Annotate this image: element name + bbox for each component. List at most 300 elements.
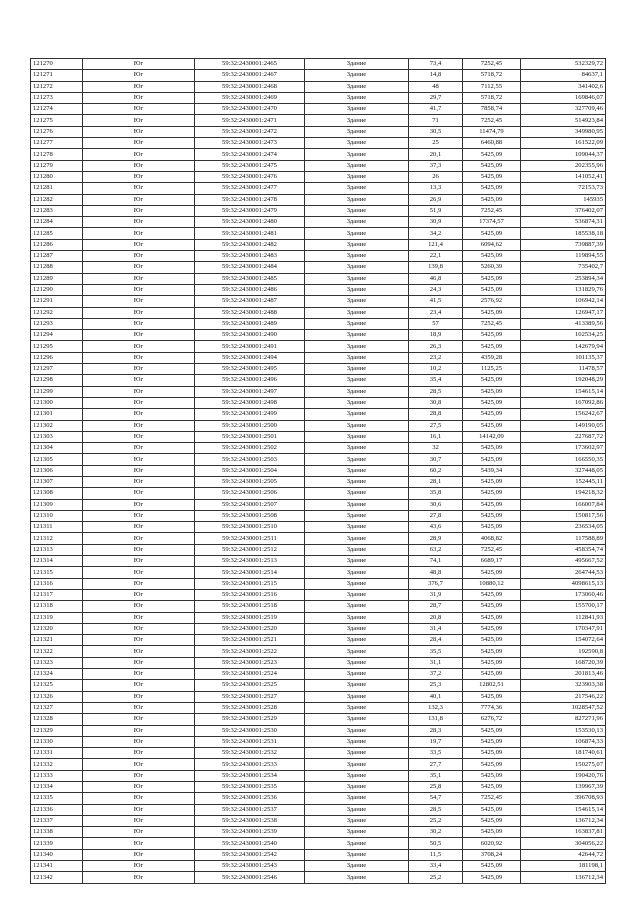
cadastral-value-cell: 167092,86 <box>521 397 606 408</box>
district-cell: Юг <box>83 171 195 182</box>
cadastral-number-cell: 59:32:2430001:2471 <box>195 115 305 126</box>
specific-value-cell: 4068,82 <box>463 533 521 544</box>
specific-value-cell: 5425,09 <box>463 567 521 578</box>
area-cell: 71 <box>409 115 463 126</box>
cadastral-value-cell: 304056,22 <box>521 838 606 849</box>
cadastral-number-cell: 59:32:2430001:2522 <box>195 646 305 657</box>
area-cell: 28,4 <box>409 635 463 646</box>
cadastral-number-cell: 59:32:2430001:2520 <box>195 623 305 634</box>
cadastral-number-cell: 59:32:2430001:2489 <box>195 318 305 329</box>
area-cell: 20,8 <box>409 612 463 623</box>
specific-value-cell: 7112,55 <box>463 81 521 92</box>
row-number-cell: 121274 <box>31 104 83 115</box>
cadastral-number-cell: 59:32:2430001:2500 <box>195 420 305 431</box>
cadastral-number-cell: 59:32:2430001:2495 <box>195 364 305 375</box>
area-cell: 11,5 <box>409 849 463 860</box>
district-cell: Юг <box>83 680 195 691</box>
specific-value-cell: 10880,12 <box>463 578 521 589</box>
table-row <box>31 239 606 250</box>
table-row <box>31 194 606 205</box>
row-number-cell: 121312 <box>31 533 83 544</box>
row-number-cell: 121324 <box>31 669 83 680</box>
area-cell: 30,2 <box>409 827 463 838</box>
cadastral-number-cell: 59:32:2430001:2528 <box>195 702 305 713</box>
cadastral-value-cell: 236534,05 <box>521 522 606 533</box>
row-number-cell: 121302 <box>31 420 83 431</box>
district-cell: Юг <box>83 601 195 612</box>
object-type-cell: Здание <box>305 804 409 815</box>
table-row <box>31 431 606 442</box>
object-type-cell: Здание <box>305 386 409 397</box>
area-cell: 60,2 <box>409 465 463 476</box>
table-body <box>31 59 606 884</box>
table-row <box>31 567 606 578</box>
table-row <box>31 454 606 465</box>
district-cell: Юг <box>83 352 195 363</box>
specific-value-cell: 5425,09 <box>463 657 521 668</box>
row-number-cell: 121340 <box>31 849 83 860</box>
table-row <box>31 104 606 115</box>
row-number-cell: 121315 <box>31 567 83 578</box>
cadastral-value-cell: 109044,37 <box>521 149 606 160</box>
object-type-cell: Здание <box>305 770 409 781</box>
cadastral-number-cell: 59:32:2430001:2494 <box>195 352 305 363</box>
specific-value-cell: 7774,36 <box>463 702 521 713</box>
object-type-cell: Здание <box>305 623 409 634</box>
area-cell: 28,8 <box>409 409 463 420</box>
cadastral-value-cell: 181740,61 <box>521 748 606 759</box>
object-type-cell: Здание <box>305 296 409 307</box>
cadastral-value-cell: 185538,18 <box>521 228 606 239</box>
district-cell: Юг <box>83 420 195 431</box>
object-type-cell: Здание <box>305 92 409 103</box>
cadastral-value-cell: 154072,64 <box>521 635 606 646</box>
specific-value-cell: 5425,09 <box>463 725 521 736</box>
row-number-cell: 121304 <box>31 443 83 454</box>
cadastral-value-cell: 202355,96 <box>521 160 606 171</box>
specific-value-cell: 6276,72 <box>463 714 521 725</box>
cadastral-number-cell: 59:32:2430001:2506 <box>195 488 305 499</box>
cadastral-number-cell: 59:32:2430001:2521 <box>195 635 305 646</box>
cadastral-value-cell: 166007,84 <box>521 499 606 510</box>
table-row <box>31 657 606 668</box>
cadastral-value-cell: 142679,94 <box>521 341 606 352</box>
specific-value-cell: 5425,09 <box>463 635 521 646</box>
object-type-cell: Здание <box>305 239 409 250</box>
cadastral-number-cell: 59:32:2430001:2485 <box>195 273 305 284</box>
table-row <box>31 115 606 126</box>
object-type-cell: Здание <box>305 205 409 216</box>
cadastral-value-cell: 341402,6 <box>521 81 606 92</box>
row-number-cell: 121306 <box>31 465 83 476</box>
document-page <box>30 58 605 884</box>
cadastral-value-cell: 170347,91 <box>521 623 606 634</box>
area-cell: 32 <box>409 443 463 454</box>
row-number-cell: 121341 <box>31 861 83 872</box>
area-cell: 31,1 <box>409 657 463 668</box>
object-type-cell: Здание <box>305 861 409 872</box>
cadastral-value-cell: 145935 <box>521 194 606 205</box>
cadastral-number-cell: 59:32:2430001:2535 <box>195 782 305 793</box>
area-cell: 28,3 <box>409 725 463 736</box>
table-row <box>31 409 606 420</box>
row-number-cell: 121303 <box>31 431 83 442</box>
object-type-cell: Здание <box>305 307 409 318</box>
table-row <box>31 296 606 307</box>
table-row <box>31 307 606 318</box>
cadastral-number-cell: 59:32:2430001:2504 <box>195 465 305 476</box>
cadastral-number-cell: 59:32:2430001:2505 <box>195 476 305 487</box>
cadastral-value-cell: 827271,96 <box>521 714 606 725</box>
cadastral-number-cell: 59:32:2430001:2515 <box>195 578 305 589</box>
row-number-cell: 121282 <box>31 194 83 205</box>
object-type-cell: Здание <box>305 657 409 668</box>
cadastral-value-cell: 150817,56 <box>521 510 606 521</box>
cadastral-value-cell: 11478,57 <box>521 364 606 375</box>
object-type-cell: Здание <box>305 443 409 454</box>
area-cell: 131,8 <box>409 714 463 725</box>
specific-value-cell: 6020,92 <box>463 838 521 849</box>
object-type-cell: Здание <box>305 59 409 70</box>
district-cell: Юг <box>83 194 195 205</box>
cadastral-number-cell: 59:32:2430001:2472 <box>195 126 305 137</box>
object-type-cell: Здание <box>305 284 409 295</box>
row-number-cell: 121270 <box>31 59 83 70</box>
area-cell: 26,3 <box>409 341 463 352</box>
specific-value-cell: 5425,09 <box>463 160 521 171</box>
row-number-cell: 121280 <box>31 171 83 182</box>
object-type-cell: Здание <box>305 748 409 759</box>
row-number-cell: 121297 <box>31 364 83 375</box>
area-cell: 31,9 <box>409 589 463 600</box>
table-row <box>31 861 606 872</box>
cadastral-number-cell: 59:32:2430001:2468 <box>195 81 305 92</box>
row-number-cell: 121325 <box>31 680 83 691</box>
district-cell: Юг <box>83 793 195 804</box>
row-number-cell: 121300 <box>31 397 83 408</box>
object-type-cell: Здание <box>305 556 409 567</box>
row-number-cell: 121322 <box>31 646 83 657</box>
district-cell: Юг <box>83 567 195 578</box>
table-row <box>31 838 606 849</box>
area-cell: 27,7 <box>409 759 463 770</box>
area-cell: 37,3 <box>409 160 463 171</box>
cadastral-value-cell: 536874,31 <box>521 217 606 228</box>
cadastral-value-cell: 173060,46 <box>521 589 606 600</box>
cadastral-value-cell: 166550,35 <box>521 454 606 465</box>
cadastral-value-cell: 327448,05 <box>521 465 606 476</box>
cadastral-value-cell: 192048,29 <box>521 375 606 386</box>
district-cell: Юг <box>83 702 195 713</box>
cadastral-value-cell: 119894,55 <box>521 251 606 262</box>
row-number-cell: 121330 <box>31 736 83 747</box>
cadastral-number-cell: 59:32:2430001:2475 <box>195 160 305 171</box>
object-type-cell: Здание <box>305 352 409 363</box>
table-row <box>31 488 606 499</box>
cadastral-number-cell: 59:32:2430001:2546 <box>195 872 305 883</box>
cadastral-number-cell: 59:32:2430001:2497 <box>195 386 305 397</box>
cadastral-value-cell: 264744,53 <box>521 567 606 578</box>
district-cell: Юг <box>83 330 195 341</box>
area-cell: 28,9 <box>409 533 463 544</box>
cadastral-number-cell: 59:32:2430001:2514 <box>195 567 305 578</box>
table-row <box>31 70 606 81</box>
cadastral-value-cell: 152445,11 <box>521 476 606 487</box>
cadastral-value-cell: 42644,72 <box>521 849 606 860</box>
table-row <box>31 138 606 149</box>
object-type-cell: Здание <box>305 160 409 171</box>
object-type-cell: Здание <box>305 782 409 793</box>
specific-value-cell: 12802,51 <box>463 680 521 691</box>
cadastral-value-cell: 102534,25 <box>521 330 606 341</box>
row-number-cell: 121328 <box>31 714 83 725</box>
object-type-cell: Здание <box>305 431 409 442</box>
area-cell: 35,8 <box>409 488 463 499</box>
object-type-cell: Здание <box>305 635 409 646</box>
table-row <box>31 702 606 713</box>
specific-value-cell: 5425,09 <box>463 488 521 499</box>
object-type-cell: Здание <box>305 476 409 487</box>
cadastral-value-cell: 514923,84 <box>521 115 606 126</box>
cadastral-value-cell: 194218,32 <box>521 488 606 499</box>
specific-value-cell: 14142,09 <box>463 431 521 442</box>
table-row <box>31 330 606 341</box>
district-cell: Юг <box>83 510 195 521</box>
cadastral-value-cell: 126947,17 <box>521 307 606 318</box>
cadastral-value-cell: 201813,46 <box>521 669 606 680</box>
table-row <box>31 341 606 352</box>
cadastral-value-cell: 4098615,13 <box>521 578 606 589</box>
object-type-cell: Здание <box>305 725 409 736</box>
cadastral-value-cell: 101135,37 <box>521 352 606 363</box>
table-row <box>31 782 606 793</box>
district-cell: Юг <box>83 341 195 352</box>
cadastral-number-cell: 59:32:2430001:2542 <box>195 849 305 860</box>
table-row <box>31 397 606 408</box>
specific-value-cell: 7252,45 <box>463 115 521 126</box>
area-cell: 25,2 <box>409 815 463 826</box>
area-cell: 63,2 <box>409 544 463 555</box>
object-type-cell: Здание <box>305 183 409 194</box>
specific-value-cell: 6094,62 <box>463 239 521 250</box>
table-row <box>31 669 606 680</box>
table-row <box>31 601 606 612</box>
area-cell: 26 <box>409 171 463 182</box>
district-cell: Юг <box>83 149 195 160</box>
object-type-cell: Здание <box>305 815 409 826</box>
cadastral-number-cell: 59:32:2430001:2533 <box>195 759 305 770</box>
table-row <box>31 759 606 770</box>
cadastral-number-cell: 59:32:2430001:2511 <box>195 533 305 544</box>
table-row <box>31 748 606 759</box>
area-cell: 30,8 <box>409 397 463 408</box>
row-number-cell: 121271 <box>31 70 83 81</box>
row-number-cell: 121318 <box>31 601 83 612</box>
cadastral-number-cell: 59:32:2430001:2529 <box>195 714 305 725</box>
area-cell: 19,7 <box>409 736 463 747</box>
cadastral-value-cell: 327709,46 <box>521 104 606 115</box>
cadastral-value-cell: 153530,13 <box>521 725 606 736</box>
specific-value-cell: 5439,34 <box>463 465 521 476</box>
cadastral-number-cell: 59:32:2430001:2476 <box>195 171 305 182</box>
area-cell: 33,5 <box>409 748 463 759</box>
row-number-cell: 121286 <box>31 239 83 250</box>
area-cell: 139,8 <box>409 262 463 273</box>
area-cell: 35,5 <box>409 646 463 657</box>
area-cell: 27,8 <box>409 510 463 521</box>
specific-value-cell: 5425,09 <box>463 499 521 510</box>
row-number-cell: 121283 <box>31 205 83 216</box>
district-cell: Юг <box>83 589 195 600</box>
area-cell: 33,4 <box>409 861 463 872</box>
row-number-cell: 121298 <box>31 375 83 386</box>
area-cell: 132,3 <box>409 702 463 713</box>
district-cell: Юг <box>83 296 195 307</box>
row-number-cell: 121336 <box>31 804 83 815</box>
specific-value-cell: 5425,09 <box>463 375 521 386</box>
district-cell: Юг <box>83 476 195 487</box>
object-type-cell: Здание <box>305 793 409 804</box>
cadastral-number-cell: 59:32:2430001:2484 <box>195 262 305 273</box>
specific-value-cell: 7252,45 <box>463 544 521 555</box>
specific-value-cell: 5718,72 <box>463 70 521 81</box>
object-type-cell: Здание <box>305 680 409 691</box>
district-cell: Юг <box>83 104 195 115</box>
cadastral-value-cell: 131829,76 <box>521 284 606 295</box>
cadastral-number-cell: 59:32:2430001:2502 <box>195 443 305 454</box>
area-cell: 35,1 <box>409 770 463 781</box>
cadastral-value-cell: 1028547,52 <box>521 702 606 713</box>
area-cell: 23,2 <box>409 352 463 363</box>
district-cell: Юг <box>83 160 195 171</box>
cadastral-value-cell: 323903,38 <box>521 680 606 691</box>
table-row <box>31 318 606 329</box>
area-cell: 23,4 <box>409 307 463 318</box>
district-cell: Юг <box>83 646 195 657</box>
table-row <box>31 556 606 567</box>
specific-value-cell: 5425,09 <box>463 804 521 815</box>
object-type-cell: Здание <box>305 838 409 849</box>
cadastral-number-cell: 59:32:2430001:2527 <box>195 691 305 702</box>
row-number-cell: 121276 <box>31 126 83 137</box>
specific-value-cell: 5425,09 <box>463 815 521 826</box>
cadastral-number-cell: 59:32:2430001:2516 <box>195 589 305 600</box>
area-cell: 25,3 <box>409 680 463 691</box>
district-cell: Юг <box>83 228 195 239</box>
area-cell: 30,5 <box>409 126 463 137</box>
cadastral-value-cell: 154615,14 <box>521 386 606 397</box>
row-number-cell: 121342 <box>31 872 83 883</box>
area-cell: 73,4 <box>409 59 463 70</box>
cadastral-value-cell: 181198,1 <box>521 861 606 872</box>
district-cell: Юг <box>83 409 195 420</box>
cadastral-value-cell: 136712,34 <box>521 872 606 883</box>
cadastral-value-cell: 156242,67 <box>521 409 606 420</box>
cadastral-value-cell: 139967,39 <box>521 782 606 793</box>
cadastral-number-cell: 59:32:2430001:2539 <box>195 827 305 838</box>
cadastral-number-cell: 59:32:2430001:2536 <box>195 793 305 804</box>
table-row <box>31 420 606 431</box>
district-cell: Юг <box>83 273 195 284</box>
table-row <box>31 849 606 860</box>
row-number-cell: 121296 <box>31 352 83 363</box>
row-number-cell: 121314 <box>31 556 83 567</box>
cadastral-number-cell: 59:32:2430001:2477 <box>195 183 305 194</box>
district-cell: Юг <box>83 635 195 646</box>
table-row <box>31 443 606 454</box>
area-cell: 43,6 <box>409 522 463 533</box>
area-cell: 57 <box>409 318 463 329</box>
cadastral-value-cell: 163837,81 <box>521 827 606 838</box>
area-cell: 37,2 <box>409 669 463 680</box>
row-number-cell: 121334 <box>31 782 83 793</box>
specific-value-cell: 5260,39 <box>463 262 521 273</box>
area-cell: 27,5 <box>409 420 463 431</box>
object-type-cell: Здание <box>305 318 409 329</box>
specific-value-cell: 5425,09 <box>463 341 521 352</box>
area-cell: 18,9 <box>409 330 463 341</box>
specific-value-cell: 7252,45 <box>463 59 521 70</box>
cadastral-number-cell: 59:32:2430001:2496 <box>195 375 305 386</box>
row-number-cell: 121309 <box>31 499 83 510</box>
table-row <box>31 352 606 363</box>
area-cell: 31,4 <box>409 623 463 634</box>
area-cell: 51,9 <box>409 205 463 216</box>
specific-value-cell: 5425,09 <box>463 748 521 759</box>
area-cell: 25 <box>409 138 463 149</box>
cadastral-number-cell: 59:32:2430001:2487 <box>195 296 305 307</box>
district-cell: Юг <box>83 59 195 70</box>
specific-value-cell: 5425,09 <box>463 454 521 465</box>
object-type-cell: Здание <box>305 194 409 205</box>
district-cell: Юг <box>83 669 195 680</box>
cadastral-number-cell: 59:32:2430001:2508 <box>195 510 305 521</box>
district-cell: Юг <box>83 397 195 408</box>
district-cell: Юг <box>83 70 195 81</box>
cadastral-value-cell: 413389,56 <box>521 318 606 329</box>
district-cell: Юг <box>83 318 195 329</box>
object-type-cell: Здание <box>305 126 409 137</box>
object-type-cell: Здание <box>305 409 409 420</box>
specific-value-cell: 5425,09 <box>463 736 521 747</box>
row-number-cell: 121284 <box>31 217 83 228</box>
area-cell: 10,2 <box>409 364 463 375</box>
row-number-cell: 121273 <box>31 92 83 103</box>
row-number-cell: 121289 <box>31 273 83 284</box>
specific-value-cell: 3708,24 <box>463 849 521 860</box>
cadastral-value-cell: 155700,17 <box>521 601 606 612</box>
object-type-cell: Здание <box>305 589 409 600</box>
specific-value-cell: 5425,09 <box>463 420 521 431</box>
row-number-cell: 121301 <box>31 409 83 420</box>
cadastral-value-cell: 349980,95 <box>521 126 606 137</box>
area-cell: 40,1 <box>409 691 463 702</box>
table-row <box>31 635 606 646</box>
table-row <box>31 171 606 182</box>
area-cell: 41,7 <box>409 104 463 115</box>
specific-value-cell: 5425,09 <box>463 782 521 793</box>
row-number-cell: 121279 <box>31 160 83 171</box>
cadastral-number-cell: 59:32:2430001:2530 <box>195 725 305 736</box>
row-number-cell: 121308 <box>31 488 83 499</box>
object-type-cell: Здание <box>305 669 409 680</box>
district-cell: Юг <box>83 556 195 567</box>
district-cell: Юг <box>83 861 195 872</box>
area-cell: 54,7 <box>409 793 463 804</box>
cadastral-value-cell: 72153,73 <box>521 183 606 194</box>
object-type-cell: Здание <box>305 171 409 182</box>
row-number-cell: 121323 <box>31 657 83 668</box>
